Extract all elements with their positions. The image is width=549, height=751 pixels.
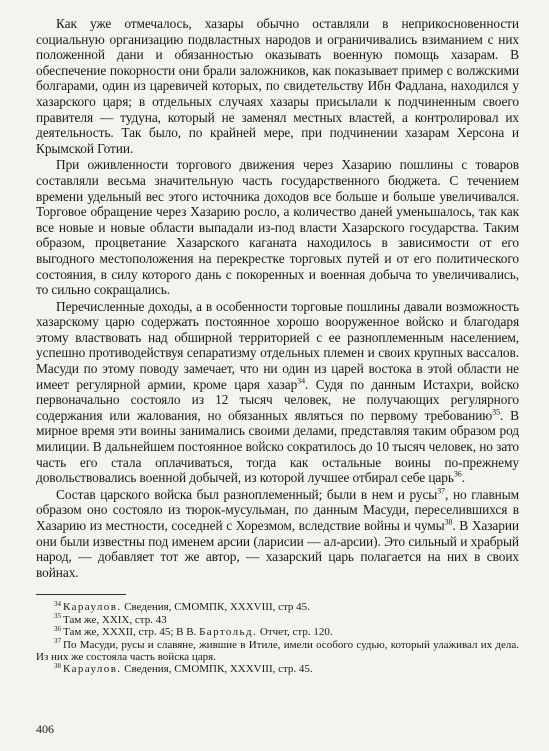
footnote-divider [36, 594, 126, 595]
footnote-35 [36, 614, 519, 626]
footnote-author: Караулов. [63, 663, 122, 676]
footnote-ref: 35 [492, 407, 500, 417]
paragraph-text: Состав царского войска был разноплеменный; были в нем и русы [56, 486, 438, 502]
footnote-38 [36, 663, 519, 675]
footnote-number: 38 [54, 661, 61, 670]
footnote-text: Отчет, стр. 120. [257, 626, 333, 639]
paragraph-text: . [461, 470, 465, 486]
paragraph-4 [36, 487, 519, 581]
footnote-text: Сведения, СМОМПК, XXXVIII, стр 45. [121, 601, 310, 614]
paragraph-text: . В мирное время эти воины занимались своими делами, представляя таким образом род милиции. В дальнейшем постоянное войско сократилось до 10 тысяч человек, но зато часть его стала оплачиваться, тогда как остальные воины по-прежнему довольствовались военной добычей, из которой лучшее отбирал себе царь [36, 407, 519, 486]
paragraph-text: , но главным образом оно состояло из тюрок-мусульман, по данным Масуди, переселившихся в Хазарию из местности, соседней с Хорезмом, вследствие войны и чумы [36, 486, 519, 533]
footnote-text: Сведения, СМОМПК, XXXVIII, стр. 45. [121, 663, 313, 676]
footnote-number: 36 [54, 624, 61, 633]
paragraph-text: Перечисленные доходы, а в особенности торговые пошлины давали возможность хазарскому царю содержать постоянное хорошо вооруженное войско и благодаря этому властвовать над обширной территорией с ее разноплеменным населением, успешно противодействуя сепаратизму отдельных племен и своих крупных вассалов. Масуди по этому поводу замечает, что ни один из царей востока в этой области не имеет регулярной армии, кроме царя хазар [36, 298, 519, 392]
paragraph-text: Как уже отмечалось, хазары обычно оставляли в неприкосновенности социальную организацию подвластных народов и ограничивались взиманием с них положенной дани и обязанностью оказывать военную помощь хазарам. В обеспечение покорности они брали заложников, как показывает пример с волжскими болгарами, один из царевичей которых, по свидетельству Ибн Фадлана, находился у хазарского царя; в отдельных случаях хазары присылали к подчиненным своего правителя — тудуна, который не заменял местных властей, а контролировал их деятельность. Так было, по крайней мере, при подчинении хазарам Херсона и Крымской Готии. [36, 16, 519, 156]
footnote-author: Бартольд. [199, 626, 258, 639]
paragraph-text: При оживленности торгового движения через Хазарию пошлины с товаров составляли весьма значительную часть государственного бюджета. С течением времени удельный вес этого источника доходов все больше и больше увеличивался. Торговое обращение через Хазарию росло, а количество даней уменьшалось, так как все новые и новые области выпадали из-под власти Хазарского государства. Таким образом, процветание Хазарского каганата находилось в зависимости от его выгодного местоположения на перекрестке торговых путей и от его политического состояния, в силу которого дань с покоренных и военная добыча то увеличивались, то сильно сокращались. [36, 157, 519, 298]
page-number: 406 [36, 722, 54, 736]
footnote-text: По Масуди, русы и славяне, жившие в Итиле, имели особого судью, который улаживал их дела. Из них же состояла часть войска царя. [36, 638, 519, 663]
footnote-ref: 36 [453, 469, 462, 479]
footnote-34 [36, 601, 519, 613]
footnote-text: Там же, XXIX, стр. 43 [63, 613, 167, 626]
footnote-number: 34 [54, 599, 61, 608]
paragraph-text: . В Хазарии они были известны под именем арсии (ларисии — ал-арсии). Это сильный и храбрый народ, — добавляет тот же автор, — хазарский царь полагается на них в своих войнах. [36, 518, 520, 580]
paragraph-2 [36, 157, 519, 297]
footnote-number: 37 [54, 636, 61, 645]
footnote-ref: 34 [297, 376, 305, 386]
footnote-36 [36, 626, 519, 638]
footnote-ref: 37 [437, 486, 446, 496]
footnote-number: 35 [54, 612, 61, 621]
paragraph-1 [36, 16, 519, 156]
paragraph-text: . Судя по данным Истахри, войско первоначально состояло из 12 тысяч человек, не получающих регулярного содержания или жалования, но обязанных являться по первому требованию [36, 376, 519, 423]
footnote-37 [36, 636, 519, 664]
footnote-ref: 38 [444, 517, 453, 527]
paragraph-3 [36, 299, 519, 486]
footnote-author: Караулов. [63, 601, 122, 614]
footnote-text: Там же, XXXII, стр. 45; В В. [63, 626, 200, 639]
